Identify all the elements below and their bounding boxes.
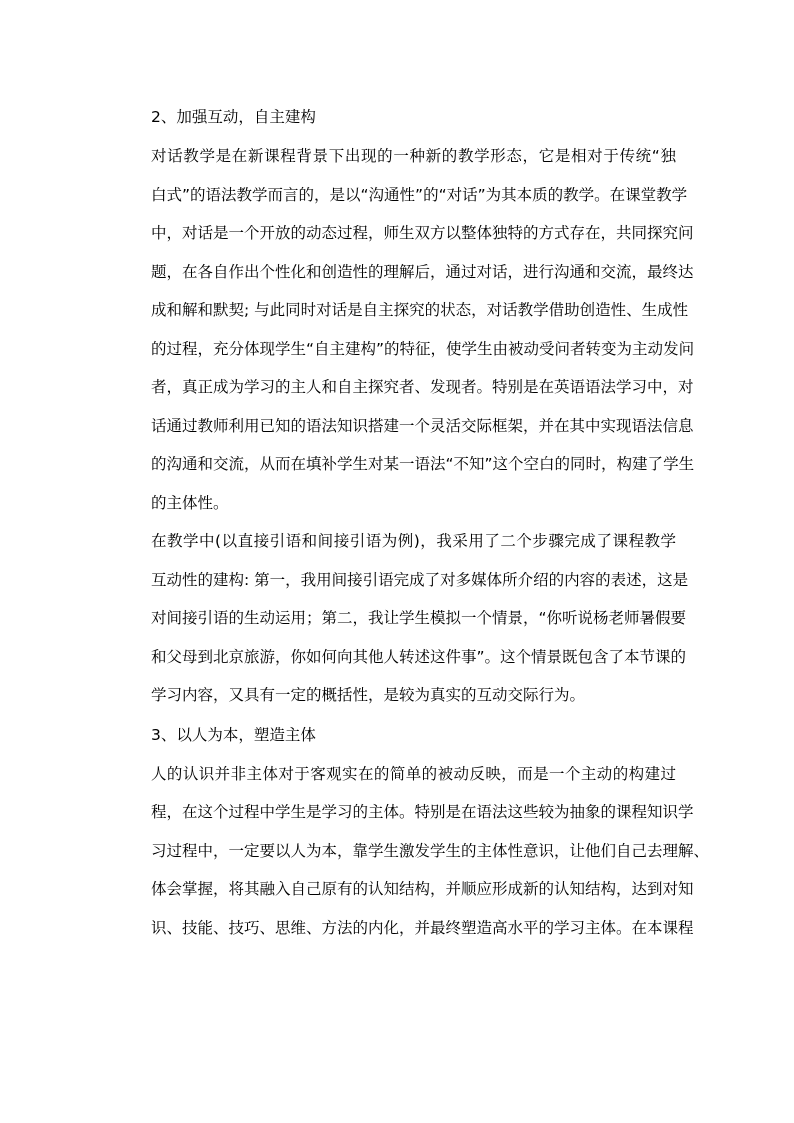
text-line: 者，真正成为学习的主人和自主探究者、发现者。特别是在英语语法学习中，对 [151,378,694,396]
text-line: 学习内容，又具有一定的概括性，是较为真实的互动交际行为。 [151,686,586,704]
text-line: 白式”的语法教学而言的，是以“沟通性”的“对话”为其本质的教学。在课堂教学 [151,185,688,204]
text-line: 中，对话是一个开放的动态过程，师生双方以整体独特的方式存在，共同探究问 [151,224,694,242]
text-line: 程，在这个过程中学生是学习的主体。特别是在语法这些较为抽象的课程知识学 [151,803,694,821]
text-line: 识、技能、技巧、思维、方法的内化，并最终塑造高水平的学习主体。在本课程 [151,918,694,937]
paragraph-learner-subject [120,755,710,948]
text-line: 题，在各自作出个性化和创造性的理解后，通过对话，进行沟通和交流，最终达 [151,262,694,281]
paragraph-dialogue-teaching [120,137,695,522]
paragraph-teaching-example [120,522,689,715]
section-heading-people-oriented: 3、以人为本，塑造主体 [151,725,316,744]
text-line: 人的认识并非主体对于客观实在的简单的被动反映，而是一个主动的构建过 [151,764,676,783]
text-line: 互动性的建构: 第一，我用间接引语完成了对多媒体所介绍的内容的表述，这是 [151,570,689,589]
text-line: 成和解和默契; 与此同时对话是自主探究的状态，对话教学借助创造性、生成性 [151,301,689,319]
section-heading-interaction: 2、加强互动，自主建构 [151,108,316,126]
text-line: 习过程中，一定要以人为本，靠学生激发学生的主体性意识，让他们自己去理解、 [151,841,710,860]
text-line: 和父母到北京旅游，你如何向其他人转述这件事”。这个情景既包含了本节课的 [151,647,687,666]
text-line: 对间接引语的生动运用；第二，我让学生模拟一个情景，“你听说杨老师暑假要 [151,609,687,627]
text-line: 的主体性。 [151,493,229,512]
text-line: 对话教学是在新课程背景下出现的一种新的教学形态，它是相对于传统“独 [151,147,676,165]
text-line: 在教学中(以直接引语和间接引语为例)，我采用了二个步骤完成了课程教学 [151,532,676,550]
text-line: 的沟通和交流，从而在填补学生对某一语法“不知”这个空白的同时，构建了学生 [151,455,695,473]
text-line: 话通过教师利用已知的语法知识搭建一个灵活交际框架，并在其中实现语法信息 [151,416,694,435]
document-body [120,97,710,947]
text-line: 的过程，充分体现学生“自主建构”的特征，使学生由被动受问者转变为主动发问 [151,339,695,358]
text-line: 体会掌握，将其融入自己原有的认知结构，并顺应形成新的认知结构，达到对知 [151,880,694,898]
